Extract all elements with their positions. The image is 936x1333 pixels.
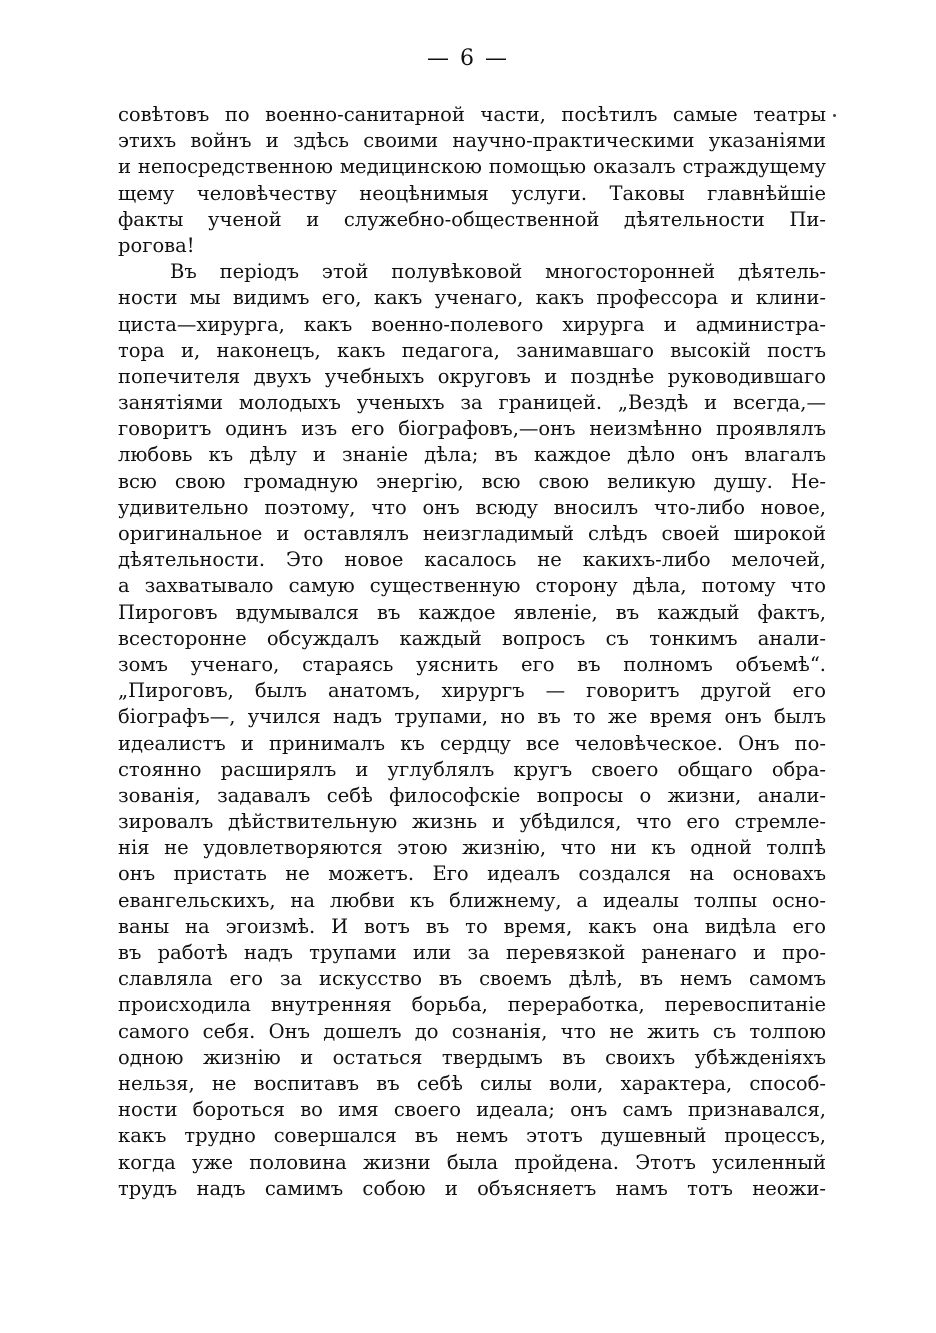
text-line: Въ періодъ этой полувѣковой многосторонней дѣятель-: [170, 260, 826, 284]
text-line: всесторонне обсуждалъ каждый вопросъ съ тонкимъ анали-: [118, 626, 826, 650]
text-line: когда уже половина жизни была пройдена. Этотъ усиленный: [118, 1150, 826, 1174]
text-line: происходила внутренняя борьба, переработка, перевоспитаніе: [118, 993, 826, 1017]
text-line: зомъ ученаго, стараясь уяснить его въ полномъ объемѣ“.: [118, 652, 826, 676]
text-line: ваны на эгоизмѣ. И вотъ въ то время, какъ она видѣла его: [118, 914, 826, 938]
text-line: любовь къ дѣлу и знаніе дѣла; въ каждое дѣло онъ влагалъ: [118, 443, 826, 467]
margin-mark: [833, 114, 836, 117]
text-line: ности мы видимъ его, какъ ученаго, какъ профессора и клини-: [118, 286, 826, 310]
text-line: щему человѣчеству неоцѣнимыя услуги. Таковы главнѣйшіе: [118, 181, 826, 205]
text-line: нельзя, не воспитавъ въ себѣ силы воли, характера, способ-: [118, 1071, 826, 1095]
text-line: біографъ—, учился надъ трупами, но въ то же время онъ былъ: [118, 705, 826, 729]
text-line: этихъ войнъ и здѣсь своими научно-практическими указаніями: [118, 129, 826, 153]
text-line: тора и, наконецъ, какъ педагога, занимавшаго высокій постъ: [118, 338, 826, 362]
text-line: ности бороться во имя своего идеала; онъ самъ признавался,: [118, 1098, 826, 1122]
text-line: трудъ надъ самимъ собою и объясняетъ намъ тотъ неожи-: [118, 1176, 826, 1200]
text-line: говоритъ одинъ изъ его біографовъ,—онъ неизмѣнно проявлялъ: [118, 417, 826, 441]
text-line: факты ученой и служебно-общественной дѣятельности Пи-: [118, 207, 826, 231]
text-line: попечителя двухъ учебныхъ округовъ и позднѣе руководившаго: [118, 364, 826, 388]
text-line: удивительно поэтому, что онъ всюду вносилъ что-либо новое,: [118, 495, 826, 519]
text-line: „Пироговъ, былъ анатомъ, хирургъ — говоритъ другой его: [118, 679, 826, 703]
text-line: одною жизнію и остаться твердымъ въ своихъ убѣжденіяхъ: [118, 1045, 826, 1069]
text-line: рогова!: [118, 233, 195, 257]
text-line: зировалъ дѣйствительную жизнь и убѣдился, что его стремле-: [118, 810, 826, 834]
text-line: славляла его за искусство въ своемъ дѣлѣ, въ немъ самомъ: [118, 967, 826, 991]
text-line: онъ пристать не можетъ. Его идеалъ создался на основахъ: [118, 862, 826, 886]
page-number: — 6 —: [427, 46, 509, 71]
body-text: [118, 102, 826, 1202]
text-line: самого себя. Онъ дошелъ до сознанія, что не жить съ толпою: [118, 1019, 826, 1043]
text-line: всю свою громадную энергію, всю свою великую душу. Не-: [118, 469, 826, 493]
text-line: какъ трудно совершался въ немъ этотъ душевный процессъ,: [118, 1124, 826, 1148]
text-line: идеалистъ и принималъ къ сердцу все человѣческое. Онъ по-: [118, 731, 826, 755]
text-line: оригинальное и оставлялъ неизгладимый слѣдъ своей широкой: [118, 522, 826, 545]
text-line: зованія, задавалъ себѣ философскіе вопросы о жизни, анали-: [118, 783, 826, 807]
text-line: нія не удовлетворяются этою жизнію, что ни къ одной толпѣ: [118, 836, 826, 860]
text-line: стоянно расширялъ и углублялъ кругъ своего общаго обра-: [118, 757, 826, 781]
text-line: евангельскихъ, на любви къ ближнему, а идеалы толпы осно-: [118, 888, 826, 912]
text-line: а захватывало самую существенную сторону дѣла, потому что: [118, 574, 826, 598]
text-line: циста—хирурга, какъ военно-полевого хирурга и администра-: [118, 312, 826, 336]
text-line: Пироговъ вдумывался въ каждое явленіе, въ каждый фактъ,: [118, 600, 826, 624]
text-line: въ работѣ надъ трупами или за перевязкой раненаго и про-: [118, 941, 826, 964]
text-line: занятіями молодыхъ ученыхъ за границей. „Вездѣ и всегда,—: [118, 391, 826, 415]
text-line: и непосредственною медицинскою помощью оказалъ страждущему: [118, 155, 826, 179]
text-line: дѣятельности. Это новое касалось не какихъ-либо мелочей,: [118, 548, 826, 572]
text-line: совѣтовъ по военно-санитарной части, посѣтилъ самые театры: [118, 103, 826, 126]
